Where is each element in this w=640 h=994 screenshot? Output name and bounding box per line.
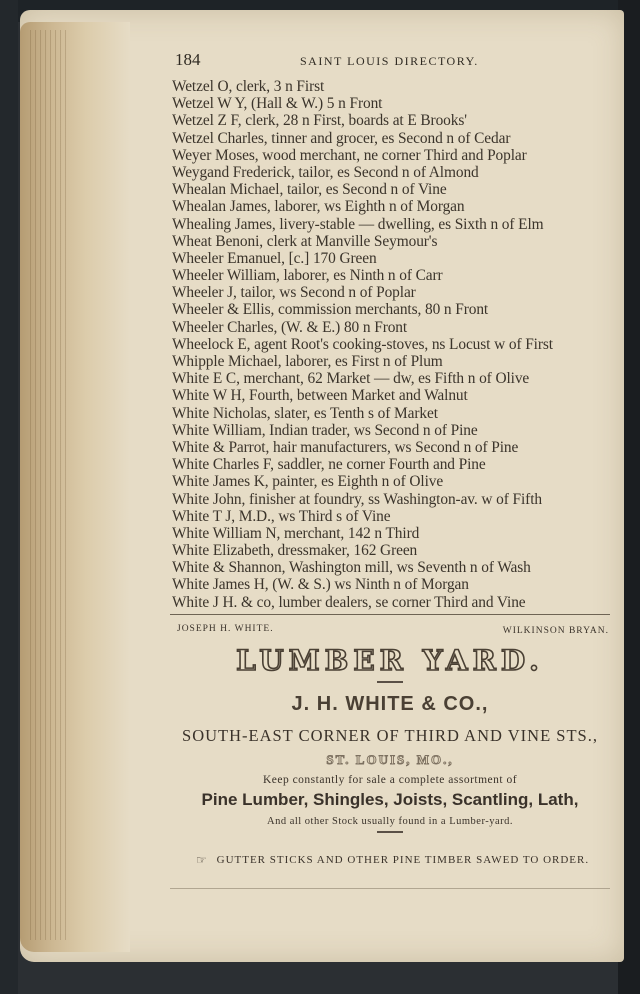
directory-entry: White James K, painter, es Eighth n of Olive [172, 473, 444, 491]
directory-entry: White Elizabeth, dressmaker, 162 Green [172, 542, 418, 560]
directory-entry: White William, Indian trader, ws Second n of Pine [172, 421, 478, 439]
directory-entry: White & Shannon, Washington mill, ws Seventh n of Wash [172, 559, 531, 577]
directory-entry: Wetzel Z F, clerk, 28 n First, boards at E Brooks' [172, 112, 467, 130]
directory-entry: Wheelock E, agent Root's cooking-stoves, ns Locust w of First [172, 335, 553, 353]
directory-entry: Whipple Michael, laborer, es First n of Plum [172, 353, 443, 370]
ad-gutter-text: GUTTER STICKS AND OTHER PINE TIMBER SAWED TO ORDER. [216, 854, 590, 867]
directory-entry: White J H. & co, lumber dealers, se corner Third and Vine [172, 593, 526, 611]
ad-products: Pine Lumber, Shingles, Joists, Scantling, Lath, [201, 790, 579, 809]
pointing-hand-icon: ☞ [195, 853, 208, 867]
ad-ornament-rule-2 [377, 831, 403, 833]
directory-entry: Wheat Benoni, clerk at Manville Seymour's [172, 232, 438, 250]
directory-entry: White John, finisher at foundry, ss Washington-av. w of Fifth [172, 490, 542, 508]
directory-entry: Whealing James, livery-stable — dwelling, es Sixth n of Elm [172, 215, 544, 233]
page-number: 184 [175, 50, 201, 69]
ad-partner-left: JOSEPH H. WHITE. [177, 624, 274, 634]
directory-entry: Wheeler & Ellis, commission merchants, 80 n Front [172, 301, 489, 319]
ad-title: LUMBER YARD. [236, 644, 544, 677]
ad-partners [165, 620, 615, 640]
directory-entry: White & Parrot, hair manufacturers, ws Second n of Pine [172, 438, 519, 456]
ad-other-stock: And all other Stock usually found in a Lumber-yard. [266, 816, 514, 827]
directory-entry: Weyer Moses, wood merchant, ne corner Third and Poplar [172, 146, 527, 164]
directory-entry: White William N, merchant, 142 n Third [172, 524, 420, 542]
directory-entry: Wheeler Emanuel, [c.] 170 Green [172, 249, 377, 267]
directory-entry: Wheeler Charles, (W. & E.) 80 n Front [172, 318, 408, 336]
ad-city: ST. LOUIS, MO., [326, 752, 454, 767]
ad-address: SOUTH-EAST CORNER OF THIRD AND VINE STS., [182, 726, 598, 745]
ad-company-name: J. H. WHITE & CO., [291, 693, 489, 715]
page-stack-edges [30, 30, 70, 940]
directory-entry: White James H, (W. & S.) ws Ninth n of Morgan [172, 576, 469, 594]
directory-entry: White Charles F, saddler, ne corner Fourth and Pine [172, 456, 486, 474]
ad-ornament-rule [377, 681, 403, 683]
directory-entry: Whealan Michael, tailor, es Second n of Vine [172, 181, 447, 199]
ad-gutter-line [165, 853, 615, 868]
directory-entry: Weygand Frederick, tailor, es Second n of Almond [172, 163, 479, 181]
directory-entry: White T J, M.D., ws Third s of Vine [172, 507, 391, 525]
directory-entry: White Nicholas, slater, es Tenth s of Market [172, 404, 438, 422]
running-head: SAINT LOUIS DIRECTORY. [300, 54, 479, 68]
directory-entry: Whealan James, laborer, ws Eighth n of Morgan [172, 198, 465, 216]
section-divider [170, 614, 610, 615]
lumber-yard-advertisement [165, 620, 615, 868]
directory-entry: Wetzel Charles, tinner and grocer, es Second n of Cedar [172, 129, 511, 147]
directory-entry: White E C, merchant, 62 Market — dw, es Fifth n of Olive [172, 370, 530, 388]
scanner-background-left [0, 0, 18, 994]
ad-partner-right: WILKINSON BRYAN. [502, 626, 609, 636]
directory-entry: Wetzel W Y, (Hall & W.) 5 n Front [172, 95, 383, 113]
directory-entry: Wetzel O, clerk, 3 n First [172, 78, 325, 95]
directory-entry: Wheeler William, laborer, es Ninth n of Carr [172, 267, 443, 285]
ad-keep-line: Keep constantly for sale a complete assortment of [262, 774, 518, 786]
bottom-divider [170, 888, 610, 889]
directory-entry: Wheeler J, tailor, ws Second n of Poplar [172, 284, 416, 302]
page-header [175, 50, 605, 72]
directory-entry: White W H, Fourth, between Market and Walnut [172, 387, 468, 405]
directory-entries [172, 78, 622, 611]
